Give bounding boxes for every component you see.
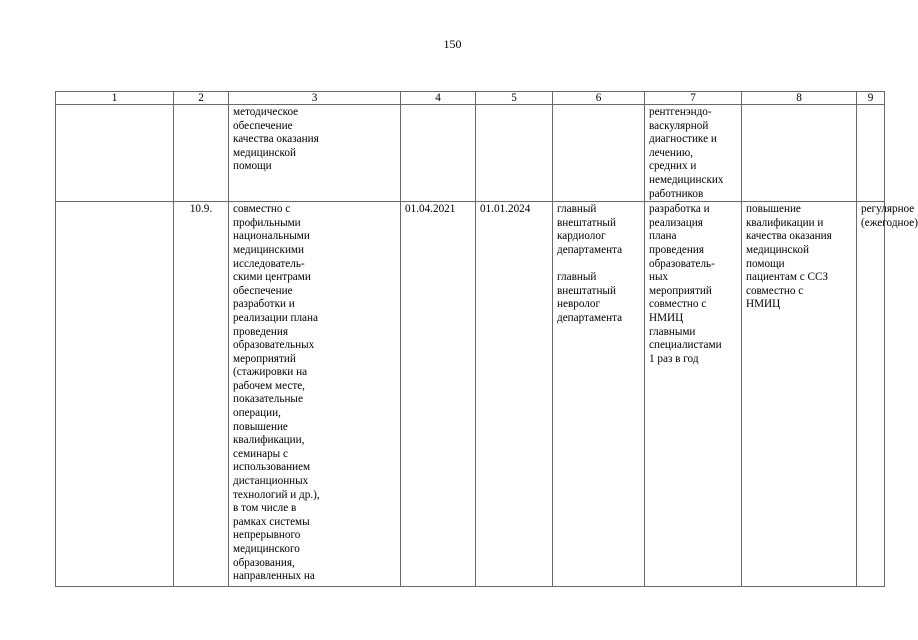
cell-continuation-col8 [742, 105, 857, 202]
cell-continuation-col4 [401, 105, 476, 202]
cell-continuation-result: рентгенэндо- васкулярной диагностике и лечению, средних и немедицинских работников [645, 105, 742, 202]
cell-10-9-col1 [56, 202, 174, 587]
cell-10-9-result: разработка и реализация плана проведения образователь- ных мероприятий совместно с НМИЦ главными специалистами 1 раз в год [645, 202, 742, 587]
cell-10-9-start-date: 01.04.2021 [401, 202, 476, 587]
column-header-2: 2 [174, 92, 229, 105]
column-header-row [56, 92, 885, 105]
column-header-4: 4 [401, 92, 476, 105]
column-header-1: 1 [56, 92, 174, 105]
column-header-3: 3 [229, 92, 401, 105]
column-header-8: 8 [742, 92, 857, 105]
cell-continuation-activity: методическое обеспечение качества оказания медицинской помощи [229, 105, 401, 202]
page-number: 150 [443, 37, 462, 51]
cell-continuation-col1 [56, 105, 174, 202]
cell-10-9-outcome: повышение квалификации и качества оказания медицинской помощи пациентам с ССЗ совместно с НМИЦ [742, 202, 857, 587]
table-row-10-9 [56, 202, 885, 587]
cell-continuation-col5 [476, 105, 553, 202]
cell-10-9-activity: совместно с профильными национальными медицинскими исследователь- скими центрами обеспечение разработки и реализации плана проведения образовательных мероприятий (стажировки на рабочем месте, показательные операции, повышение квалификации, семинары с использованием дистанционных технологий и др.), в том числе в рамках системы непрерывного медицинского образования, направленных на [229, 202, 401, 587]
cell-10-9-responsible: главный внештатный кардиолог департамента главный внештатный невролог департамента [553, 202, 645, 587]
column-header-9: 9 [857, 92, 885, 105]
column-header-6: 6 [553, 92, 645, 105]
cell-continuation-col9 [857, 105, 885, 202]
cell-10-9-periodicity: регулярное (ежегодное) [857, 202, 885, 587]
table-row-continuation [56, 105, 885, 202]
column-header-7: 7 [645, 92, 742, 105]
column-header-5: 5 [476, 92, 553, 105]
cell-10-9-end-date: 01.01.2024 [476, 202, 553, 587]
cell-10-9-number: 10.9. [174, 202, 229, 587]
activity-table [55, 91, 918, 587]
cell-continuation-col2 [174, 105, 229, 202]
cell-continuation-col6 [553, 105, 645, 202]
